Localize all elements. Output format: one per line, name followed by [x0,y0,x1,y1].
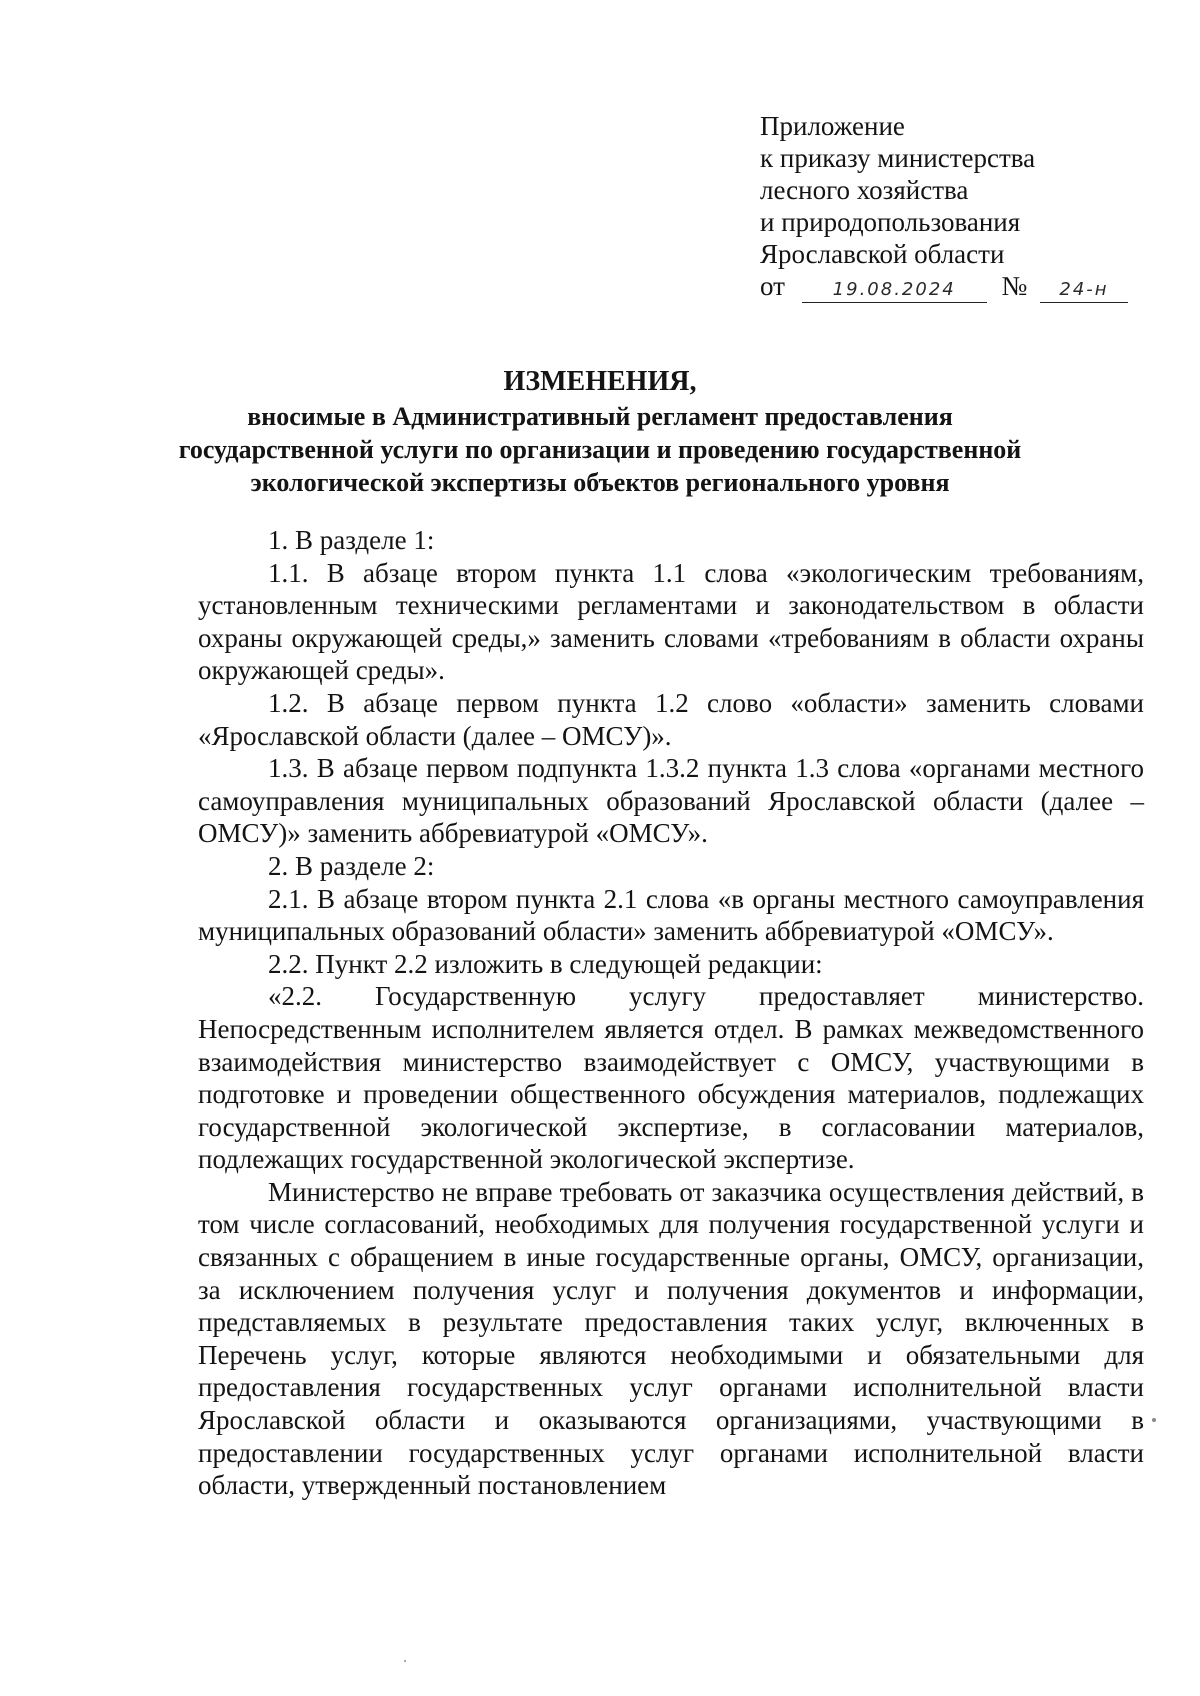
paragraph: 2.2. Пункт 2.2 изложить в следующей редакции: [268,948,823,979]
paragraph: 2.1. В абзаце втором пункта 2.1 слова «в органы местного самоуправления муниципальных образований области» заменить аббревиатурой «ОМСУ». [198,883,1144,947]
document-heading [150,364,1050,499]
appendix-line: Приложение [760,111,905,141]
paragraph: 1. В разделе 1: [268,525,435,555]
document-subtitle: вносимые в Административный регламент предоставления государственной услуги по организации и проведению государственной экологической экспертизы объектов регионального уровня [178,402,1022,497]
appendix-block [760,110,1160,303]
order-number-handwritten: 24-н [1040,278,1128,303]
document-title: ИЗМЕНЕНИЯ, [503,366,697,397]
date-prefix: от [760,271,785,301]
appendix-line: и природопользования [760,207,1021,237]
paragraph: Министерство не вправе требовать от заказчика осуществления действий, в том числе согласований, необходимых для получения государственной услуги и связанных с обращением в иные государственные органы, ОМСУ, организации, за исключением получения услуг и получения документов и информации, представляемых в результате предоставления таких услуг, включенных в Перечень услуг, которые являются необходимыми и обязательными для предоставления государственных услуг органами исполнительной власти Ярославской области и оказываются организациями, участвующими в предоставлении государственных услуг органами исполнительной власти области, утвержденный постановлением [198,1176,1144,1501]
paragraph: «2.2. Государственную услугу предоставляет министерство. Непосредственным исполнителем является отдел. В рамках межведомственного взаимодействия министерство взаимодействует с ОМСУ, участвующими в подготовке и проведении общественного обсуждения материалов, подлежащих государственной экологической экспертизе, в согласовании материалов, подлежащих государственной экологической экспертизе. [198,981,1144,1175]
appendix-line: лесного хозяйства [760,175,969,205]
number-sign: № [1001,271,1028,301]
scan-artifact [404,1660,406,1662]
paragraph: 1.3. В абзаце первом подпункта 1.3.2 пункта 1.3 слова «органами местного самоуправления муниципальных образований Ярославской области (далее – ОМСУ)» заменить аббревиатурой «ОМСУ». [198,753,1144,849]
order-date-line [760,270,1160,303]
appendix-line: Ярославской области [760,239,1005,269]
paragraph: 1.1. В абзаце втором пункта 1.1 слова «экологическим требованиям, установленным техническими регламентами и законодательством в области охраны окружающей среды,» заменить словами «требованиям в области охраны окружающей среды». [198,557,1144,686]
paragraph: 2. В разделе 2: [268,850,435,881]
order-date-handwritten: 19.08.2024 [802,278,987,303]
scan-artifact [1152,1418,1156,1422]
paragraph: 1.2. В абзаце первом пункта 1.2 слово «области» заменить словами «Ярославской области (далее – ОМСУ)». [198,687,1144,751]
appendix-line: к приказу министерства [760,143,1036,173]
document-body [198,524,1144,1502]
